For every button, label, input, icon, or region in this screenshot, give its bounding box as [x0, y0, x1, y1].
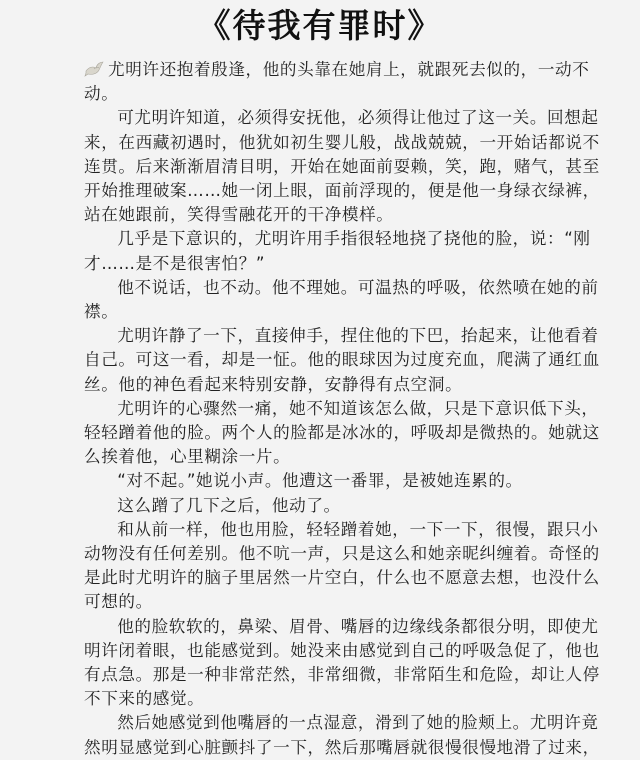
paragraph: 尤明许的心骤然一痛，她不知道该怎么做，只是下意识低下头，轻轻蹭着他的脸。两个人的脸都是冰冰的，呼吸却是微热的。她就这么挨着他，心里糊涂一片。	[84, 398, 600, 467]
document-title: 《待我有罪时》	[197, 6, 443, 45]
paragraph: 几乎是下意识的，尤明许用手指很轻地挠了挠他的脸，说：“刚才……是不是很害怕？”	[84, 229, 591, 273]
paragraph: 他不说话，也不动。他不理她。可温热的呼吸，依然喷在她的前襟。	[84, 277, 599, 322]
paragraph: 和从前一样，他也用脸，轻轻蹭着她，一下一下，很慢，跟只小动物没有任何差别。他不吭一声，只是这么和她亲昵纠缠着。奇怪的是此时尤明许的脑子里居然一片空白，什么也不愿意去想，也没什么可想的。	[84, 519, 600, 612]
paragraph: 尤明许静了一下，直接伸手，捏住他的下巴，抬起来，让他看着自己。可这一看，却是一怔。他的眼球因为过度充血，爬满了通红血丝。他的神色看起来特别安静，安静得有点空洞。	[84, 326, 600, 394]
paragraph: 这么蹭了几下之后，他动了。	[117, 495, 341, 515]
paragraph: 可尤明许知道，必须得安抚他，必须得让他过了这一关。回想起来，在西藏初遇时，他犹如初生婴儿般，战战兢兢，一开始话都说不连贯。后来渐渐眉清目明，开始在她面前耍赖，笑，跑，赌气，甚至开始推理破案……她一闭上眼，面前浮现的，便是他一身绿衣绿裤，站在她跟前，笑得雪融花开的干净模样。	[84, 108, 600, 225]
paragraph: “对不起。”她说小声。他遭这一番罪，是被她连累的。	[117, 471, 523, 491]
paragraph: 然后她感觉到他嘴唇的一点湿意，滑到了她的脸颊上。尤明许竟然明显感觉到心脏颤抖了一下，然后那嘴唇就很慢很慢地滑了过来，	[84, 713, 600, 757]
paragraph: 尤明许还抱着殷逢，他的头靠在她肩上，就跟死去似的，一动不动。	[84, 60, 590, 104]
dove-icon	[84, 61, 104, 77]
document-body	[84, 58, 604, 760]
paragraph: 他的脸软软的，鼻梁、眉骨、嘴唇的边缘线条都很分明，即使尤明许闭着眼，也能感觉到。她没来由感觉到自己的呼吸急促了，他也有点急。那是一种非常茫然，非常细微，非常陌生和危险，却让人停不下来的感觉。	[84, 616, 600, 709]
